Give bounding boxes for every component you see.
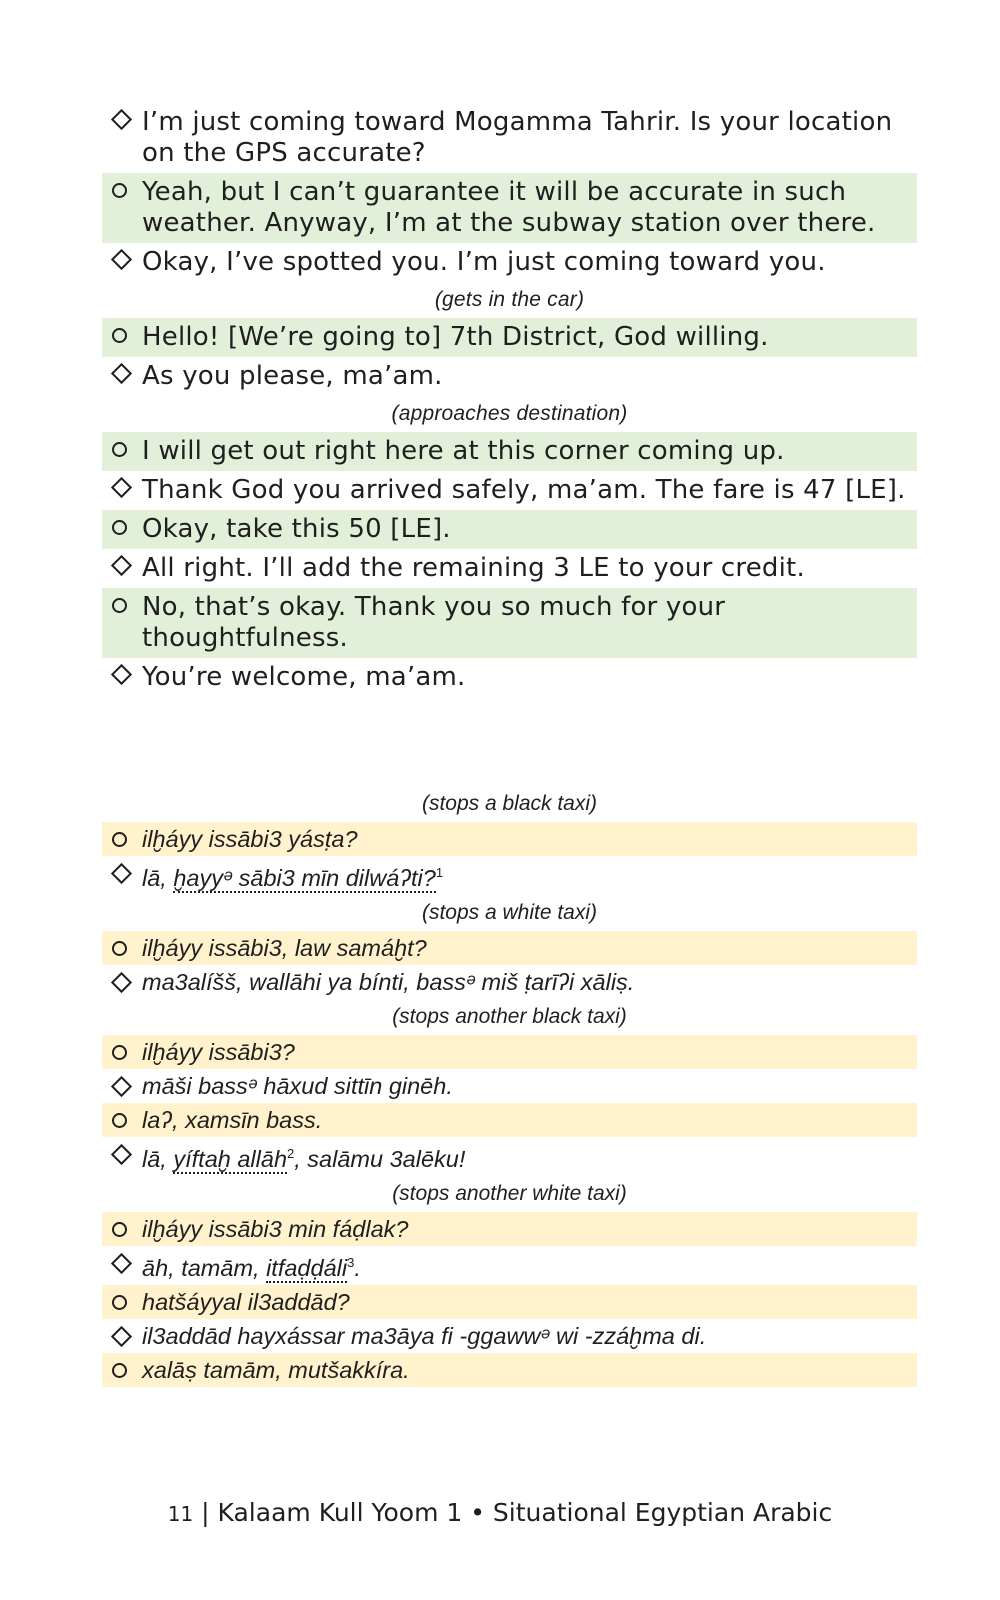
- speaker-marker: [112, 173, 127, 206]
- diamond-bullet-icon: [111, 477, 132, 498]
- circle-bullet-icon: [112, 1363, 127, 1378]
- page-footer: [0, 1498, 1000, 1527]
- circle-bullet-icon: [112, 832, 127, 847]
- circle-bullet-icon: [112, 598, 127, 613]
- diamond-bullet-icon: [111, 249, 132, 270]
- diamond-bullet-icon: [111, 1253, 132, 1274]
- stage-direction: (stops another white taxi): [392, 1182, 627, 1205]
- transliteration-line: [102, 1319, 917, 1353]
- speaker-marker: [112, 1035, 127, 1069]
- speaker-marker: [112, 931, 127, 965]
- circle-bullet-icon: [112, 183, 127, 198]
- transliteration-text: [142, 969, 634, 995]
- transliteration-text: [142, 1357, 410, 1383]
- circle-bullet-icon: [112, 1295, 127, 1310]
- dialogue-line: [102, 510, 917, 549]
- dialogue-line: [102, 658, 917, 697]
- english-dialogue: [102, 103, 917, 697]
- speaker-marker: [112, 432, 127, 465]
- transliteration-line: [102, 1285, 917, 1319]
- speaker-marker: [112, 658, 129, 690]
- transliteration-text: [142, 1216, 408, 1242]
- speaker-marker: [112, 103, 129, 135]
- dialogue-text: All right. I’ll add the remaining 3 LE to your credit.: [142, 553, 805, 583]
- transliteration-text: [142, 1107, 322, 1133]
- dialogue-text: I will get out right here at this corner coming up.: [142, 436, 785, 466]
- circle-bullet-icon: [112, 328, 127, 343]
- dialogue-text: As you please, ma’am.: [142, 361, 443, 391]
- transliteration-line: [102, 931, 917, 965]
- dialogue-line: [102, 549, 917, 588]
- diamond-bullet-icon: [111, 1326, 132, 1347]
- circle-bullet-icon: [112, 520, 127, 535]
- transliteration-text: [142, 1255, 361, 1281]
- text-segment: il3addād hayxássar ma3āya fi -ggawwᵊ wi -zzáḫma di.: [142, 1323, 707, 1349]
- transliteration-dialogue: [102, 786, 917, 1387]
- text-segment: laʔ, xamsīn bass.: [142, 1107, 323, 1133]
- diamond-bullet-icon: [111, 363, 132, 384]
- speaker-marker: [112, 1212, 127, 1246]
- transliteration-line: [102, 822, 917, 856]
- dialogue-text: Okay, take this 50 [LE].: [142, 514, 451, 544]
- footnote-ref: 3: [347, 1255, 355, 1270]
- speaker-marker: [112, 856, 129, 890]
- speaker-marker: [112, 588, 127, 621]
- stage-direction: (stops a white taxi): [421, 901, 598, 924]
- text-segment: māši bassᵊ hāxud sittīn ginēh.: [142, 1073, 453, 1099]
- speaker-marker: [112, 822, 127, 856]
- diamond-bullet-icon: [111, 555, 132, 576]
- page-number: 11: [167, 1502, 194, 1526]
- diamond-bullet-icon: [111, 1076, 132, 1097]
- dialogue-text: No, that’s okay. Thank you so much for your thoughtfulness.: [142, 592, 726, 653]
- diamond-bullet-icon: [111, 972, 132, 993]
- dialogue-text: Okay, I’ve spotted you. I’m just coming toward you.: [142, 247, 826, 277]
- speaker-marker: [112, 318, 127, 351]
- transliteration-line: [102, 965, 917, 999]
- circle-bullet-icon: [112, 442, 127, 457]
- text-segment: ilḫáyy issābi3 yásṭa?: [142, 826, 358, 852]
- glossed-phrase: ḫayyᵊ sābi3 mīn dilwáʔti?: [173, 865, 436, 891]
- transliteration-line: [102, 856, 917, 895]
- transliteration-line: [102, 1137, 917, 1176]
- speaker-marker: [112, 471, 129, 503]
- circle-bullet-icon: [112, 1113, 127, 1128]
- circle-bullet-icon: [112, 1045, 127, 1060]
- transliteration-text: [142, 1323, 706, 1349]
- transliteration-text: [142, 1073, 453, 1099]
- speaker-marker: [112, 549, 129, 581]
- dialogue-line: [102, 357, 917, 396]
- dialogue-text: I’m just coming toward Mogamma Tahrir. Is your location on the GPS accurate?: [142, 107, 893, 168]
- speaker-marker: [112, 357, 129, 389]
- speaker-marker: [112, 1353, 127, 1387]
- speaker-marker: [112, 243, 129, 275]
- dialogue-text: Yeah, but I can’t guarantee it will be accurate in such weather. Anyway, I’m at the subway station over there.: [142, 177, 876, 238]
- dialogue-line: [102, 318, 917, 357]
- dialogue-line: [102, 432, 917, 471]
- glossed-phrase: itfaḍḍáli: [266, 1255, 348, 1281]
- transliteration-text: [142, 935, 427, 961]
- dialogue-text: You’re welcome, ma’am.: [142, 662, 466, 692]
- book-title: Kalaam Kull Yoom 1 • Situational Egyptian Arabic: [217, 1498, 833, 1527]
- footnote-ref: 1: [435, 865, 444, 880]
- diamond-bullet-icon: [111, 664, 132, 685]
- text-segment: lā,: [142, 865, 174, 891]
- dialogue-line: [102, 471, 917, 510]
- speaker-marker: [112, 1137, 129, 1171]
- footer-separator: |: [201, 1498, 210, 1527]
- transliteration-line: [102, 1069, 917, 1103]
- transliteration-line: [102, 1035, 917, 1069]
- speaker-marker: [112, 1285, 127, 1319]
- dialogue-line: [102, 588, 917, 658]
- dialogue-line: [102, 173, 917, 243]
- circle-bullet-icon: [112, 1222, 127, 1237]
- circle-bullet-icon: [112, 941, 127, 956]
- transliteration-text: [142, 1039, 295, 1065]
- dialogue-text: Thank God you arrived safely, ma’am. The fare is 47 [LE].: [142, 475, 906, 505]
- text-segment: āh, tamām,: [142, 1255, 267, 1281]
- diamond-bullet-icon: [111, 863, 132, 884]
- diamond-bullet-icon: [111, 1144, 132, 1165]
- text-segment: ilḫáyy issābi3?: [142, 1039, 295, 1065]
- dialogue-text: Hello! [We’re going to] 7th District, God willing.: [142, 322, 769, 352]
- transliteration-line: [102, 1246, 917, 1285]
- transliteration-text: [142, 865, 443, 891]
- glossed-phrase: yíftaḫ allāh: [173, 1146, 288, 1172]
- transliteration-text: [142, 826, 358, 852]
- stage-direction: (stops another black taxi): [392, 1005, 627, 1028]
- text-segment: xalāṣ tamām, mutšakkíra.: [142, 1357, 410, 1383]
- speaker-marker: [112, 510, 127, 543]
- text-segment: hatšáyyal il3addād?: [142, 1289, 350, 1315]
- transliteration-line: [102, 1353, 917, 1387]
- diamond-bullet-icon: [111, 109, 132, 130]
- speaker-marker: [112, 965, 129, 999]
- transliteration-text: [142, 1289, 350, 1315]
- speaker-marker: [112, 1319, 129, 1353]
- speaker-marker: [112, 1069, 129, 1103]
- transliteration-text: [142, 1146, 465, 1172]
- stage-direction: (gets in the car): [434, 288, 585, 311]
- transliteration-line: [102, 1212, 917, 1246]
- dialogue-line: [102, 243, 917, 282]
- text-segment: lā,: [142, 1146, 174, 1172]
- text-segment: ma3alíšš, wallāhi ya bínti, bassᵊ miš ṭarīʔi xāliṣ.: [142, 969, 635, 995]
- stage-direction: (approaches destination): [391, 402, 628, 425]
- dialogue-line: [102, 103, 917, 173]
- transliteration-line: [102, 1103, 917, 1137]
- speaker-marker: [112, 1103, 127, 1137]
- footnote-ref: 2: [287, 1146, 295, 1161]
- stage-direction: (stops a black taxi): [421, 792, 598, 815]
- text-segment: , salāmu 3alēku!: [294, 1146, 466, 1172]
- text-segment: ilḫáyy issābi3, law samáḫt?: [142, 935, 427, 961]
- text-segment: ilḫáyy issābi3 min fáḍlak?: [142, 1216, 409, 1242]
- speaker-marker: [112, 1246, 129, 1280]
- text-segment: .: [354, 1255, 361, 1281]
